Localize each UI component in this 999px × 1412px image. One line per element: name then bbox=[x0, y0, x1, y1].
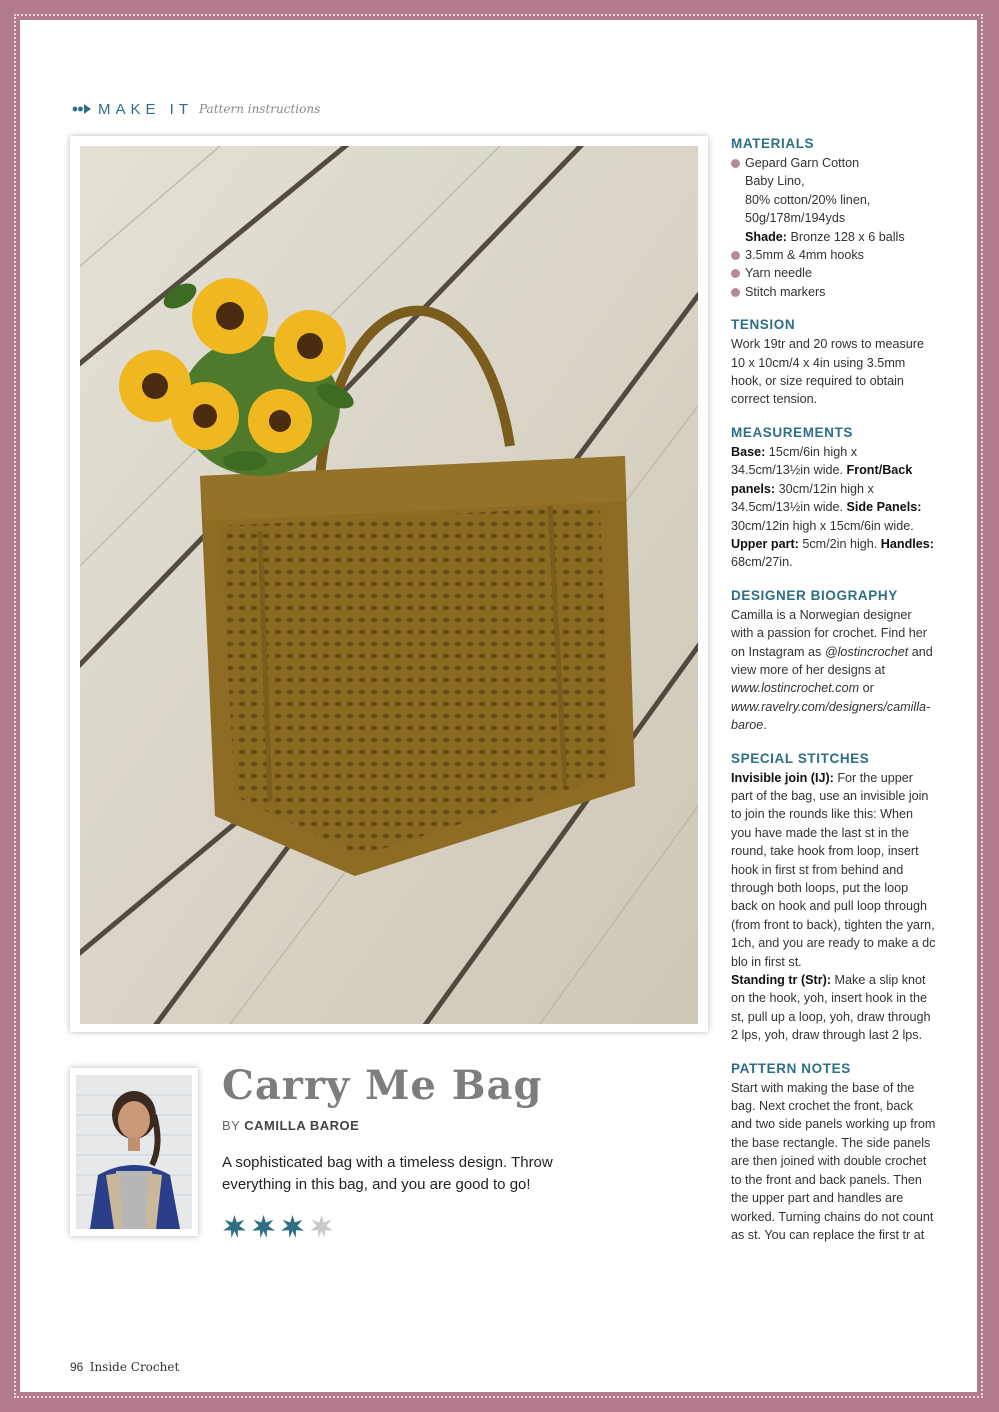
standing-tr-text bbox=[731, 971, 936, 1045]
section-header bbox=[72, 98, 320, 120]
measurements-heading: MEASUREMENTS bbox=[731, 424, 853, 440]
portrait-illustration bbox=[76, 1075, 192, 1229]
front-panels-label: Front/Back panels: bbox=[731, 463, 913, 496]
base-label: Base: bbox=[731, 444, 766, 459]
star-empty-icon bbox=[309, 1214, 334, 1239]
main-photo-frame bbox=[70, 136, 708, 1032]
materials-item bbox=[731, 154, 936, 246]
standing-tr-label: Standing tr (Str): bbox=[731, 973, 832, 988]
pattern-title: Carry Me Bag bbox=[222, 1062, 543, 1109]
designer-name: CAMILLA BAROE bbox=[244, 1118, 360, 1133]
shade-value: Bronze 128 x 6 balls bbox=[787, 229, 905, 244]
ravelry-link[interactable]: www.ravelry.com/designers/camilla-baroe bbox=[731, 699, 931, 733]
website-link[interactable]: www.lostincrochet.com bbox=[731, 681, 860, 696]
arrow-dots-icon bbox=[72, 103, 92, 115]
page-number: 96 bbox=[70, 1360, 84, 1374]
upper-part-label: Upper part: bbox=[731, 536, 799, 551]
upper-part-value: 5cm/2in high. bbox=[798, 536, 878, 551]
bio-text-4: . bbox=[763, 718, 767, 733]
measurements-section bbox=[731, 423, 936, 572]
yarn-fibre: 80% cotton/20% linen, bbox=[745, 192, 871, 207]
difficulty-rating bbox=[222, 1214, 334, 1239]
bag-photo bbox=[80, 146, 698, 1024]
invisible-join-body: For the upper part of the bag, use an invisible join to join the rounds like this: When you have made the last st in the round, take hook from loop, insert hook in first st from behind and through both loops, put the loop back on hook and pull loop through (from front to back), tighten the yarn, 1ch, and you are ready to make a dc blo in first st. bbox=[731, 770, 936, 969]
pattern-notes-section bbox=[731, 1059, 936, 1245]
biography-heading: DESIGNER BIOGRAPHY bbox=[731, 587, 898, 603]
yarn-name: Gepard Garn Cotton bbox=[745, 156, 860, 170]
section-subtitle: Pattern instructions bbox=[199, 102, 321, 116]
front-panels-value: 30cm/12in high x 34.5cm/13½in wide. bbox=[731, 481, 874, 515]
yarn-weight: 50g/178m/194yds bbox=[745, 211, 846, 226]
materials-list bbox=[731, 154, 936, 301]
base-value: 15cm/6in high x 34.5cm/13½in wide. bbox=[731, 444, 858, 478]
page-footer bbox=[70, 1360, 179, 1374]
materials-section bbox=[731, 134, 936, 301]
info-column bbox=[731, 134, 936, 1258]
measurements-text bbox=[731, 443, 936, 572]
special-stitches-heading: SPECIAL STITCHES bbox=[731, 750, 870, 766]
materials-item: Yarn needle bbox=[731, 264, 936, 282]
instagram-handle: @lostincrochet bbox=[824, 644, 909, 659]
yarn-name-2: Baby Lino, bbox=[745, 174, 805, 189]
pattern-notes-heading: PATTERN NOTES bbox=[731, 1060, 851, 1076]
tension-text: Work 19tr and 20 rows to measure 10 x 10cm/4 x 4in using 3.5mm hook, or size required to obtain correct tension. bbox=[731, 337, 924, 407]
standing-tr-body: Make a slip knot on the hook, yoh, insert hook in the st, pull up a loop, yoh, draw through 2 lps, yoh, draw through last 2 lps. bbox=[731, 973, 931, 1043]
star-filled-icon bbox=[251, 1214, 276, 1239]
byline-prefix: BY bbox=[222, 1118, 241, 1133]
bag-photo-illustration bbox=[80, 146, 698, 1024]
magazine-page bbox=[20, 20, 977, 1392]
star-filled-icon bbox=[222, 1214, 247, 1239]
invisible-join-text bbox=[731, 769, 936, 971]
side-panels-value: 30cm/12in high x 15cm/6in wide. bbox=[731, 518, 914, 533]
biography-section bbox=[731, 586, 936, 735]
tension-heading: TENSION bbox=[731, 317, 796, 333]
pattern-intro: A sophisticated bag with a timeless design. Throw everything in this bag, and you are good to go! bbox=[222, 1154, 553, 1193]
bio-text-3: or bbox=[859, 681, 874, 696]
materials-item: 3.5mm & 4mm hooks bbox=[731, 246, 936, 264]
handles-label: Handles: bbox=[880, 536, 934, 551]
materials-item: Stitch markers bbox=[731, 283, 936, 301]
special-stitches-section bbox=[731, 749, 936, 1045]
byline bbox=[222, 1118, 359, 1133]
designer-portrait-frame bbox=[70, 1068, 198, 1236]
bio-text-2: and view more of her designs at bbox=[731, 644, 933, 677]
tension-section bbox=[731, 315, 936, 409]
bio-text-1: Camilla is a Norwegian designer with a passion for crochet. Find her on Instagram as bbox=[731, 607, 927, 659]
invisible-join-label: Invisible join (IJ): bbox=[731, 770, 834, 785]
shade-label: Shade: bbox=[745, 229, 787, 244]
materials-heading: MATERIALS bbox=[731, 136, 815, 151]
star-filled-icon bbox=[280, 1214, 305, 1239]
pattern-notes-text: Start with making the base of the bag. Next crochet the front, back and two side panels working up from the base rectangle. The side panels are then joined with double crochet to the front and back panels. Then the upper part and handles are worked. Turning chains do not count as st. You can replace the first tr at bbox=[731, 1080, 936, 1242]
designer-portrait bbox=[76, 1075, 192, 1229]
biography-text bbox=[731, 606, 936, 735]
section-name: MAKE IT bbox=[98, 100, 194, 118]
magazine-name: Inside Crochet bbox=[89, 1360, 180, 1374]
side-panels-label: Side Panels: bbox=[846, 500, 922, 515]
handles-value: 68cm/27in. bbox=[731, 555, 793, 570]
